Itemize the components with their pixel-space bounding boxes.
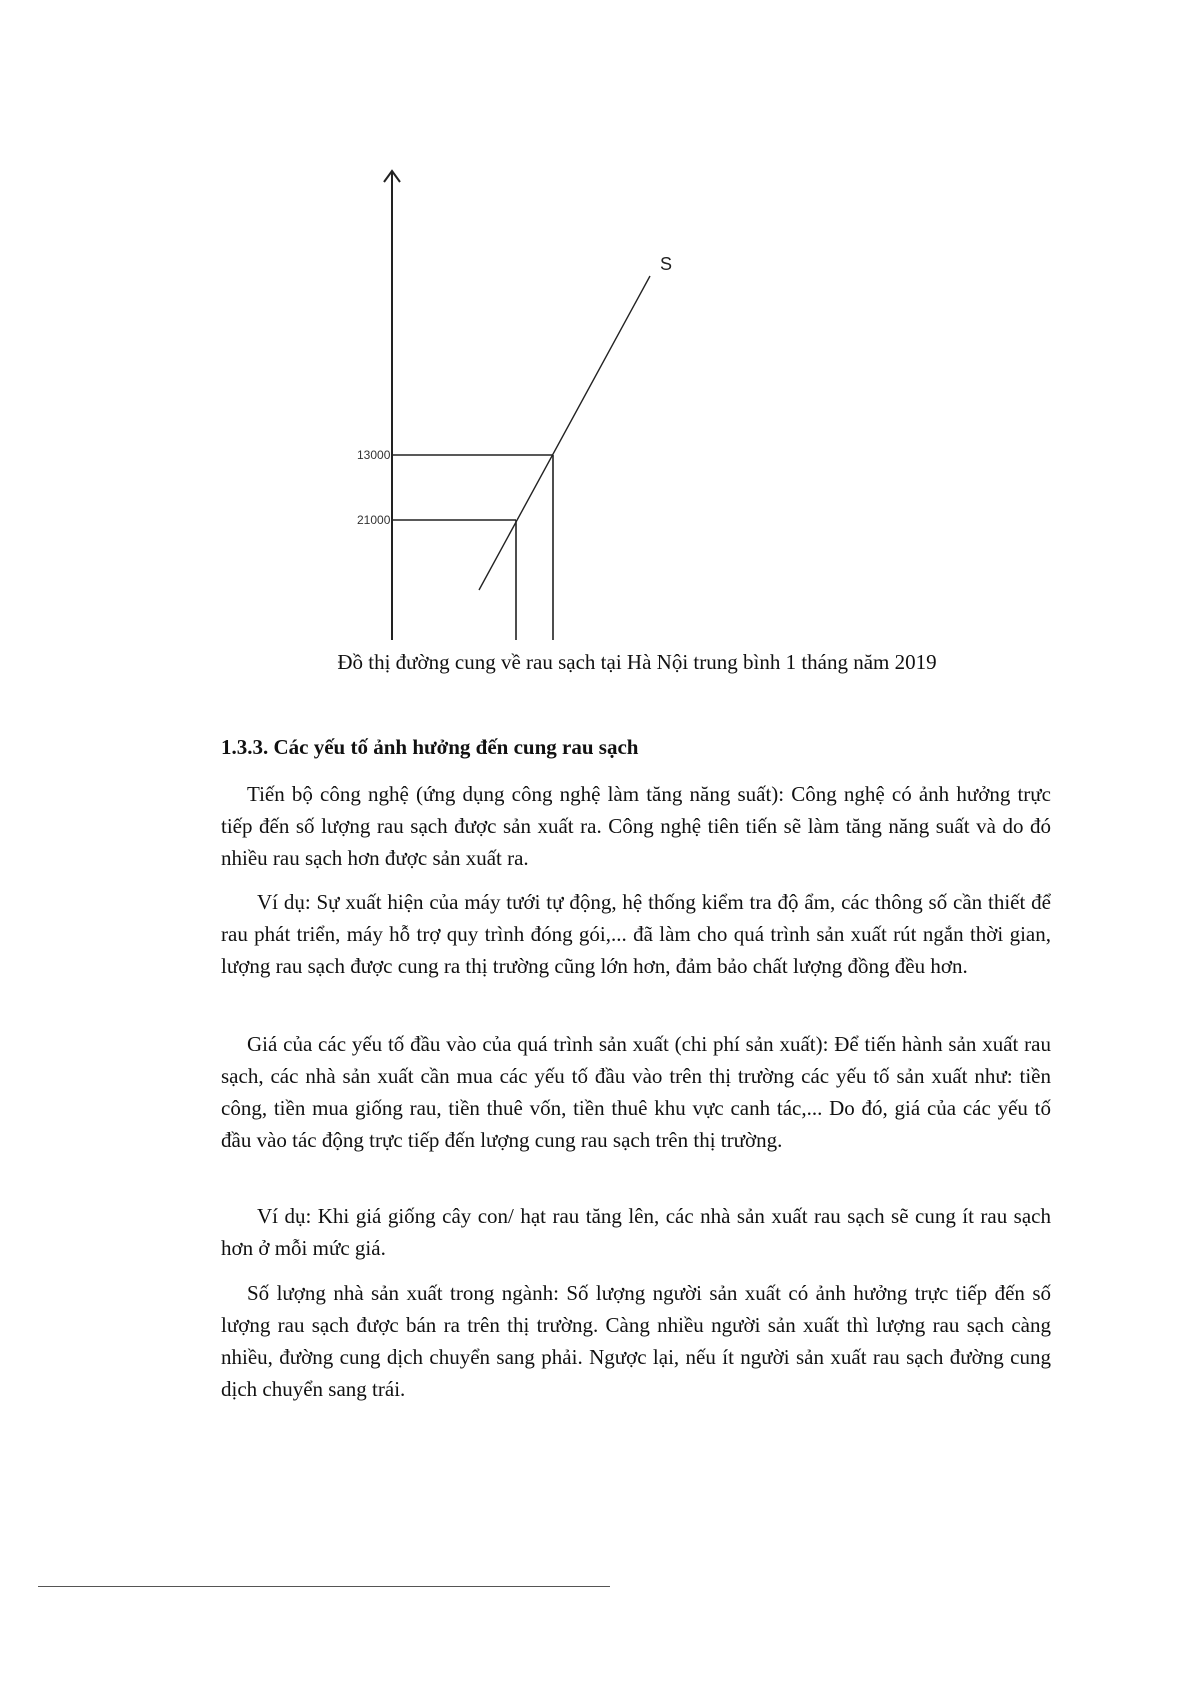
y-tick-label: 21000	[357, 513, 391, 527]
paragraph-input-prices-example: Ví dụ: Khi giá giống cây con/ hạt rau tăng lên, các nhà sản xuất rau sạch sẽ cung ít rau sạch hơn ở mỗi mức giá.	[221, 1204, 1051, 1260]
paragraph-technology: Tiến bộ công nghệ (ứng dụng công nghệ làm tăng năng suất): Công nghệ có ảnh hưởng trực tiếp đến số lượng rau sạch được sản xuất ra. Công nghệ tiên tiến sẽ làm tăng năng suất và do đó nhiều rau sạch hơn được sản xuất ra.	[221, 782, 1051, 870]
supply-curve-s	[479, 276, 650, 590]
paragraph-number-of-producers: Số lượng nhà sản xuất trong ngành: Số lượng người sản xuất có ảnh hưởng trực tiếp đến số lượng rau sạch được bán ra trên thị trường. Càng nhiều người sản xuất thì lượng rau sạch càng nhiều, đường cung dịch chuyển sang phải. Ngược lại, nếu ít người sản xuất rau sạch đường cung dịch chuyển sang trái.	[221, 1281, 1051, 1401]
section-heading: 1.3.3. Các yếu tố ảnh hưởng đến cung rau sạch	[221, 735, 639, 759]
paragraph-technology-example: Ví dụ: Sự xuất hiện của máy tưới tự động, hệ thống kiểm tra độ ẩm, các thông số cần thiết để rau phát triển, máy hỗ trợ quy trình đóng gói,... đã làm cho quá trình sản xuất rút ngắn thời gian, lượng rau sạch được cung ra thị trường cũng lớn hơn, đảm bảo chất lượng đồng đều hơn.	[221, 890, 1051, 978]
supply-curve-chart	[0, 0, 1191, 640]
figure-caption: Đồ thị đường cung về rau sạch tại Hà Nội trung bình 1 tháng năm 2019	[337, 650, 937, 674]
y-tick-label: 13000	[357, 448, 391, 462]
series-label-s: S	[660, 254, 673, 274]
paragraph-input-prices: Giá của các yếu tố đầu vào của quá trình sản xuất (chi phí sản xuất): Để tiến hành sản xuất rau sạch, các nhà sản xuất cần mua các yếu tố đầu vào trên thị trường các yếu tố sản xuất như: tiền công, tiền mua giống rau, tiền thuê vốn, tiền thuê khu vực canh tác,... Do đó, giá của các yếu tố đầu vào tác động trực tiếp đến lượng cung rau sạch trên thị trường.	[221, 1032, 1051, 1152]
footer-divider	[38, 1586, 610, 1587]
